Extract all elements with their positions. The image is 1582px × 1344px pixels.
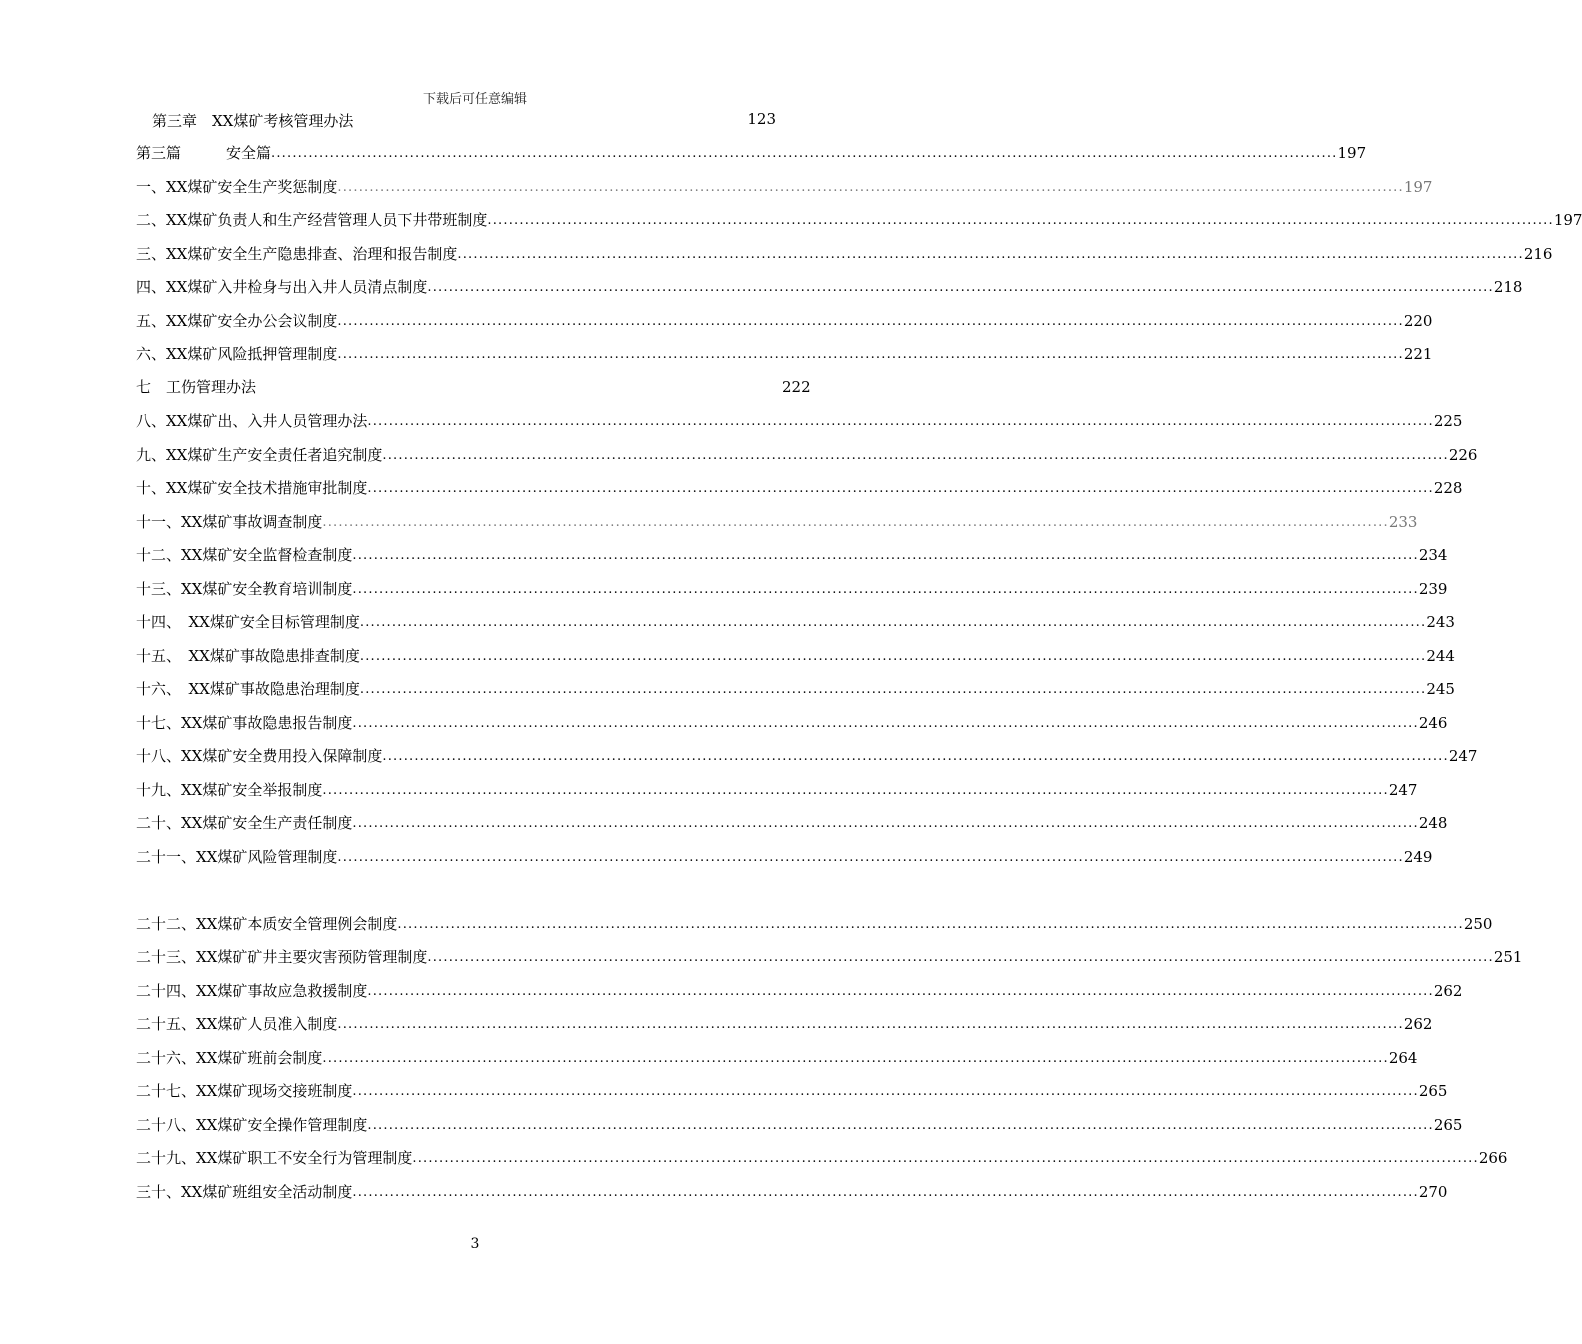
toc-entry-title: 二十一、XX煤矿风险管理制度 [136,848,338,866]
toc-entry[interactable] [136,946,1523,968]
toc-entry[interactable] [136,444,1478,466]
toc-entry-page: 251 [1493,948,1523,966]
toc-entry-title: 五、XX煤矿安全办公会议制度 [136,312,338,330]
toc-entry-title: 六、XX煤矿风险抵押管理制度 [136,345,338,363]
toc-entry-page: 221 [1403,345,1433,363]
dot-leader: ........................................................................................................................................................................................................ [427,950,1494,965]
toc-entry-page: 250 [1463,915,1493,933]
toc-entry[interactable] [136,812,1448,834]
dot-leader: ........................................................................................................................................................................................................ [352,1185,1419,1200]
toc-entry-title: 二十五、XX煤矿人员准入制度 [136,1015,338,1033]
toc-entry-title: 二十七、XX煤矿现场交接班制度 [136,1082,353,1100]
toc-entry-page: 234 [1418,546,1448,564]
toc-entry-title: 二十二、XX煤矿本质安全管理例会制度 [136,915,398,933]
dot-leader: ........................................................................................................................................................................................................ [367,984,1434,999]
toc-entry-title: 二十三、XX煤矿矿井主要灾害预防管理制度 [136,948,428,966]
toc-entry-page: 216 [1523,245,1553,263]
toc-entry-title: 九、XX煤矿生产安全责任者追究制度 [136,446,383,464]
toc-entry-title: 七 工伤管理办法 [136,378,257,396]
toc-entry-title: 二、XX煤矿负责人和生产经营管理人员下井带班制度 [136,211,488,229]
toc-entry-title: 三、XX煤矿安全生产隐患排查、治理和报告制度 [136,245,458,263]
dot-leader: ........................................................................................................................................................................................................ [352,816,1419,831]
toc-entry-title: 十八、XX煤矿安全费用投入保障制度 [136,747,383,765]
toc-entry-page: 197 [1553,211,1582,229]
toc-entry-title: 十二、XX煤矿安全监督检查制度 [136,546,353,564]
toc-entry-title: 二十八、XX煤矿安全操作管理制度 [136,1116,368,1134]
toc-entry[interactable] [136,276,1523,298]
toc-entry-title: 第三篇 安全篇 [136,144,272,162]
toc-entry[interactable] [136,1181,1448,1203]
toc-entry-title: 十九、XX煤矿安全举报制度 [136,781,323,799]
toc-entry[interactable] [136,544,1448,566]
toc-entry[interactable] [136,142,1367,164]
toc-entry[interactable] [136,1114,1463,1136]
dot-leader: ........................................................................................................................................................................................................ [352,1084,1419,1099]
toc-entry-page: 246 [1418,714,1448,732]
dot-leader: ........................................................................................................................................................................................................ [359,649,1427,664]
dot-leader: ........................................................................................................................................................................................................ [427,280,1494,295]
toc-entry-page: 225 [1433,412,1463,430]
toc-entry[interactable] [136,343,1433,365]
toc-entry[interactable] [136,376,815,398]
dot-leader: ........................................................................................................................................................................................................ [322,783,1389,798]
toc-entry[interactable] [136,645,1455,667]
toc-entry-page: 197 [1337,144,1367,162]
toc-entry-page: 197 [1403,178,1433,196]
dot-leader: ........................................................................................................................................................................................................ [271,146,1338,161]
dot-leader: ........................................................................................................................................................................................................ [352,582,1419,597]
page-number: 3 [470,1236,480,1252]
toc-entry-page: 228 [1433,479,1463,497]
toc-entry-title: 二十六、XX煤矿班前会制度 [136,1049,323,1067]
toc-entry[interactable] [136,1147,1508,1169]
dot-leader: ........................................................................................................................................................................................................ [322,1051,1389,1066]
toc-entry-page: 264 [1388,1049,1418,1067]
toc-entry-title: 十三、XX煤矿安全教育培训制度 [136,580,353,598]
toc-entry-page: 245 [1426,680,1455,698]
dot-leader: ........................................................................................................................................................................................................ [367,414,1434,429]
toc-entry[interactable] [136,913,1493,935]
toc-entry[interactable] [136,1047,1418,1069]
toc-entry[interactable] [136,209,1582,231]
dot-leader: ........................................................................................................................................................................................................ [352,716,1419,731]
page-header: 下载后可任意编辑 [422,92,527,107]
toc-entry[interactable] [136,611,1455,633]
dot-leader: ........................................................................................................................................................................................................ [337,850,1404,865]
toc-entry[interactable] [136,511,1418,533]
toc-chapter-entry[interactable] [152,110,776,132]
toc-entry[interactable] [136,578,1448,600]
toc-entry-page: 247 [1388,781,1418,799]
dot-leader: ........................................................................................................................................................................................................ [337,347,1404,362]
toc-entry-title: 二十四、XX煤矿事故应急救援制度 [136,982,368,1000]
dot-leader: ........................................................................................................................................................................................................ [457,247,1524,262]
toc-entry-title: 二十、XX煤矿安全生产责任制度 [136,814,353,832]
toc-entry-title: 八、XX煤矿出、入井人员管理办法 [136,412,368,430]
toc-entry-page: 265 [1418,1082,1448,1100]
toc-entry[interactable] [136,410,1463,432]
toc-entry-page: 262 [1403,1015,1433,1033]
toc-entry[interactable] [136,477,1463,499]
toc-entry-title: 十六、 XX煤矿事故隐患治理制度 [136,680,360,698]
toc-entry-title: 十七、XX煤矿事故隐患报告制度 [136,714,353,732]
toc-entry-page: 244 [1426,647,1455,665]
toc-entry[interactable] [136,1013,1433,1035]
toc-entry[interactable] [136,779,1418,801]
toc-entry-title: 四、XX煤矿入井检身与出入井人员清点制度 [136,278,428,296]
toc-entry[interactable] [136,678,1455,700]
dot-leader: ........................................................................................................................................................................................................ [337,180,1404,195]
toc-entry-page: 220 [1403,312,1433,330]
toc-entry[interactable] [136,712,1448,734]
toc-entry-page: 233 [1388,513,1418,531]
toc-entry-page: 222 [782,378,811,396]
toc-entry[interactable] [136,243,1553,265]
toc-entry-page: 218 [1493,278,1523,296]
dot-leader: ........................................................................................................................................................................................................ [359,682,1427,697]
dot-leader: ........................................................................................................................................................................................................ [352,548,1419,563]
toc-entry-page: 262 [1433,982,1463,1000]
toc-entry[interactable] [136,176,1433,198]
toc-entry-title: 第三章 XX煤矿考核管理办法 [152,112,354,130]
toc-entry-title: 十、XX煤矿安全技术措施审批制度 [136,479,368,497]
toc-entry-title: 三十、XX煤矿班组安全活动制度 [136,1183,353,1201]
dot-leader: ........................................................................................................................................................................................................ [487,213,1554,228]
dot-leader: ........................................................................................................................................................................................................ [337,1017,1404,1032]
toc-entry-title: 一、XX煤矿安全生产奖惩制度 [136,178,338,196]
toc-entry-title: 十四、 XX煤矿安全目标管理制度 [136,613,360,631]
dot-leader: ........................................................................................................................................................................................................ [397,917,1464,932]
toc-entry-page: 265 [1433,1116,1463,1134]
toc-entry-page: 239 [1418,580,1448,598]
toc-entry[interactable] [136,745,1478,767]
dot-leader: ........................................................................................................................................................................................................ [382,448,1449,463]
dot-leader: ........................................................................................................................................................................................................ [367,1118,1434,1133]
toc-entry-title: 十五、 XX煤矿事故隐患排查制度 [136,647,360,665]
toc-entry-page: 266 [1478,1149,1508,1167]
toc-entry-page: 248 [1418,814,1448,832]
dot-leader: ........................................................................................................................................................................................................ [367,481,1434,496]
toc-entry-page: 249 [1403,848,1433,866]
toc-entry-page: 247 [1448,747,1478,765]
toc-entry-title: 十一、XX煤矿事故调查制度 [136,513,323,531]
toc-entry[interactable] [136,980,1463,1002]
toc-entry-page: 270 [1418,1183,1448,1201]
toc-entry[interactable] [136,310,1433,332]
toc-entry-page: 123 [747,110,776,128]
dot-leader: ........................................................................................................................................................................................................ [359,615,1427,630]
toc-entry-title: 二十九、XX煤矿职工不安全行为管理制度 [136,1149,413,1167]
dot-leader: ........................................................................................................................................................................................................ [337,314,1404,329]
toc-entry[interactable] [136,1080,1448,1102]
dot-leader: ........................................................................................................................................................................................................ [382,749,1449,764]
dot-leader: ........................................................................................................................................................................................................ [322,515,1389,530]
toc-entry-page: 243 [1426,613,1455,631]
toc-entry-page: 226 [1448,446,1478,464]
dot-leader: ........................................................................................................................................................................................................ [412,1151,1479,1166]
toc-entry[interactable] [136,846,1433,868]
